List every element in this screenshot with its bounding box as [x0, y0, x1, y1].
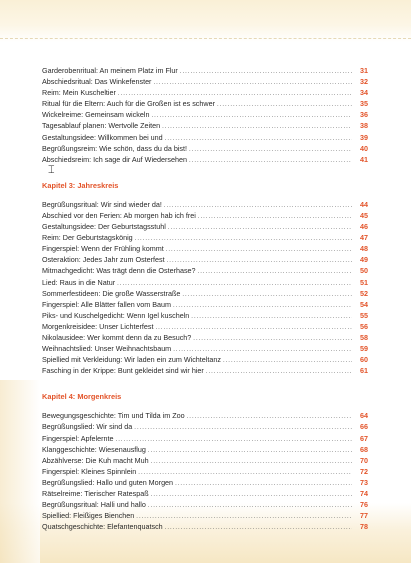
toc-entry[interactable] — [42, 120, 368, 131]
toc-entry-page-number: 36 — [360, 110, 368, 120]
dot-leader — [198, 212, 352, 223]
chapter-heading: Kapitel 3: Jahreskreis — [42, 180, 119, 190]
toc-entry-page-number: 54 — [360, 299, 368, 309]
toc-entry-title: Abschiedsritual: Das Winkefenster — [42, 77, 152, 87]
dot-leader — [151, 457, 352, 468]
toc-entry-title: Nikolausidee: Wer kommt denn da zu Besuch? — [42, 332, 192, 342]
dot-leader — [134, 423, 352, 434]
toc-entry[interactable] — [42, 499, 368, 510]
toc-entry-title: Abzählverse: Die Kuh macht Muh — [42, 455, 149, 465]
dot-leader — [189, 156, 352, 167]
dot-leader — [162, 122, 352, 133]
toc-entry-page-number: 40 — [360, 143, 368, 153]
dot-leader — [180, 67, 352, 78]
toc-entry-title: Gestaltungsidee: Der Geburtstagsstuhl — [42, 222, 166, 232]
dot-leader — [136, 512, 352, 523]
toc-entry[interactable] — [42, 410, 368, 421]
toc-entry-title: Abschiedsreim: Ich sage dir Auf Wiedersehen — [42, 154, 188, 164]
toc-entry-title: Fingerspiel: Apfelernte — [42, 433, 114, 443]
toc-entry[interactable] — [42, 265, 368, 276]
toc-entry[interactable] — [42, 444, 368, 455]
toc-entry[interactable] — [42, 76, 368, 87]
toc-entry-title: Fingerspiel: Kleines Spinnlein — [42, 466, 137, 476]
toc-entry[interactable] — [42, 243, 368, 254]
dot-leader — [191, 312, 352, 323]
toc-entry-page-number: 70 — [360, 455, 368, 465]
toc-entry[interactable] — [42, 466, 368, 477]
dot-leader — [151, 111, 352, 122]
toc-entry-page-number: 67 — [360, 433, 368, 443]
toc-entry-title: Sommerfestideen: Die große Wasserstraße — [42, 288, 181, 298]
toc-entry-page-number: 46 — [360, 222, 368, 232]
toc-entry-title: Klanggeschichte: Wiesenausflug — [42, 444, 146, 454]
toc-entry[interactable] — [42, 143, 368, 154]
toc-entry[interactable] — [42, 299, 368, 310]
toc-entry[interactable] — [42, 221, 368, 232]
dot-leader — [148, 501, 352, 512]
toc-section — [42, 65, 368, 165]
toc-entry-page-number: 50 — [360, 266, 368, 276]
dot-leader — [217, 100, 352, 111]
toc-entry[interactable] — [42, 210, 368, 221]
toc-entry[interactable] — [42, 288, 368, 299]
toc-entry[interactable] — [42, 488, 368, 499]
toc-entry-title: Begrüßungsritual: Wir sind wieder da! — [42, 199, 162, 209]
dot-leader — [175, 479, 352, 490]
toc-entry[interactable] — [42, 455, 368, 466]
toc-entry[interactable] — [42, 354, 368, 365]
toc-entry-title: Weihnachtslied: Unser Weihnachtsbaum — [42, 344, 172, 354]
toc-entry-title: Rätselreime: Tierischer Ratespaß — [42, 489, 149, 498]
toc-entry-title: Tagesablauf planen: Wertvolle Zeiten — [42, 121, 161, 131]
toc-entry-title: Begrüßungslied: Hallo und guten Morgen — [42, 477, 174, 487]
toc-entry-page-number: 52 — [360, 288, 368, 298]
toc-entry[interactable] — [42, 365, 368, 376]
toc-entry[interactable] — [42, 277, 368, 288]
toc-entry[interactable] — [42, 332, 368, 343]
toc-entry[interactable] — [42, 310, 368, 321]
toc-entry-title: Abschied vor den Ferien: Ab morgen hab ich frei — [42, 210, 196, 220]
toc-entry-page-number: 60 — [360, 355, 368, 365]
toc-entry-title: Begrüßungsreim: Wie schön, dass du da bist! — [42, 143, 188, 153]
toc-entry-title: Wickelreime: Gemeinsam wickeln — [42, 110, 150, 120]
toc-entry-page-number: 45 — [360, 210, 368, 220]
dot-leader — [193, 334, 352, 345]
dot-leader — [187, 412, 352, 423]
toc-entry-title: Fingerspiel: Wenn der Frühling kommt — [42, 244, 164, 254]
text-cursor-icon: ⌶ — [48, 163, 55, 176]
dot-leader — [151, 490, 352, 501]
toc-entry-title: Bewegungsgeschichte: Tim und Tilda im Zoo — [42, 411, 185, 421]
chapter-heading: Kapitel 4: Morgenkreis — [42, 392, 122, 402]
toc-entry[interactable] — [42, 199, 368, 210]
toc-entry-page-number: 47 — [360, 233, 368, 243]
toc-entry[interactable] — [42, 510, 368, 521]
toc-entry[interactable] — [42, 477, 368, 488]
dot-leader — [116, 435, 352, 446]
toc-entry[interactable] — [42, 132, 368, 143]
dot-leader — [148, 446, 352, 457]
toc-entry-page-number: 74 — [360, 489, 368, 498]
dot-leader — [135, 234, 352, 245]
toc-entry-page-number: 78 — [360, 522, 368, 532]
toc-entry-title: Piks- und Kuschelgedicht: Wenn Igel kuscheln — [42, 310, 190, 320]
dot-leader — [153, 78, 352, 89]
toc-entry-title: Ritual für die Eltern: Auch für die Großen ist es schwer — [42, 99, 215, 109]
toc-entry-page-number: 38 — [360, 121, 368, 131]
toc-entry-title: Morgenkreisidee: Unser Lichterfest — [42, 321, 154, 331]
toc-entry-page-number: 35 — [360, 99, 368, 109]
toc-entry-title: Spiellied mit Verkleidung: Wir laden ein zum Wichteltanz — [42, 355, 221, 365]
toc-entry-page-number: 66 — [360, 422, 368, 432]
dashed-divider — [0, 38, 411, 39]
toc-entry[interactable] — [42, 232, 368, 243]
dot-leader — [198, 267, 352, 278]
toc-entry-page-number: 41 — [360, 154, 368, 164]
toc-entry-title: Lied: Raus in die Natur — [42, 277, 116, 287]
dot-leader — [206, 367, 352, 378]
toc-entry-title: Fasching in der Krippe: Bunt gekleidet sind wir hier — [42, 366, 204, 376]
toc-entry-title: Osteraktion: Jedes Jahr zum Osterfest — [42, 255, 165, 265]
toc-entry-title: Garderobenritual: An meinem Platz im Flur — [42, 66, 178, 75]
toc-entry-page-number: 32 — [360, 77, 368, 87]
toc-section — [42, 165, 368, 377]
left-decorative-band — [0, 380, 40, 563]
dot-leader — [223, 356, 352, 367]
toc-entry-page-number: 39 — [360, 132, 368, 142]
toc-entry-page-number: 72 — [360, 466, 368, 476]
toc-entry-page-number: 59 — [360, 344, 368, 354]
dot-leader — [173, 301, 352, 312]
dot-leader — [165, 134, 352, 145]
toc-entry-page-number: 49 — [360, 255, 368, 265]
toc-entry[interactable] — [42, 421, 368, 432]
toc-entry[interactable] — [42, 343, 368, 354]
toc-entry[interactable] — [42, 321, 368, 332]
toc-entry[interactable] — [42, 65, 368, 76]
toc-entry-page-number: 58 — [360, 332, 368, 342]
toc-entry-page-number: 64 — [360, 411, 368, 421]
toc-entry-title: Begrüßungsritual: Halli und hallo — [42, 500, 146, 510]
toc-entry[interactable] — [42, 254, 368, 265]
toc-entry-page-number: 48 — [360, 244, 368, 254]
dot-leader — [182, 290, 352, 301]
toc-entry[interactable] — [42, 521, 368, 532]
toc-entry-page-number: 68 — [360, 444, 368, 454]
toc-entry-page-number: 77 — [360, 511, 368, 521]
toc-entry-page-number: 56 — [360, 321, 368, 331]
toc-entry-page-number: 51 — [360, 277, 368, 287]
toc-entry-page-number: 34 — [360, 88, 368, 98]
toc-entry-title: Fingerspiel: Alle Blätter fallen vom Baum — [42, 299, 172, 309]
toc-entry-title: Begrüßungslied: Wir sind da — [42, 422, 133, 432]
toc-entry-page-number: 61 — [360, 366, 368, 376]
toc-entry-page-number: 76 — [360, 500, 368, 510]
dot-leader — [189, 145, 352, 156]
toc-section — [42, 376, 368, 532]
toc-entry[interactable] — [42, 109, 368, 120]
toc-entry-page-number: 44 — [360, 199, 368, 209]
toc-entry-page-number: 73 — [360, 477, 368, 487]
toc-entry-page-number: 31 — [360, 66, 368, 75]
toc-entry[interactable] — [42, 87, 368, 98]
toc-entry-title: Gestaltungsidee: Willkommen bei und — [42, 132, 163, 142]
toc-entry-title: Reim: Der Geburtstagskönig — [42, 233, 133, 243]
dot-leader — [165, 523, 352, 534]
toc-entry-title: Spiellied: Fleißiges Bienchen — [42, 511, 135, 521]
toc-entry-page-number: 55 — [360, 310, 368, 320]
top-decorative-band — [0, 0, 411, 42]
toc-entry-title: Mitmachgedicht: Was trägt denn die Osterhase? — [42, 266, 196, 276]
toc-entry-title: Quatschgeschichte: Elefantenquatsch — [42, 522, 163, 532]
dot-leader — [168, 223, 352, 234]
toc-entry[interactable] — [42, 154, 368, 165]
toc-entry-title: Reim: Mein Kuscheltier — [42, 88, 116, 98]
toc-entry[interactable] — [42, 98, 368, 109]
dot-leader — [166, 245, 352, 256]
table-of-contents — [42, 65, 368, 532]
toc-entry[interactable] — [42, 433, 368, 444]
